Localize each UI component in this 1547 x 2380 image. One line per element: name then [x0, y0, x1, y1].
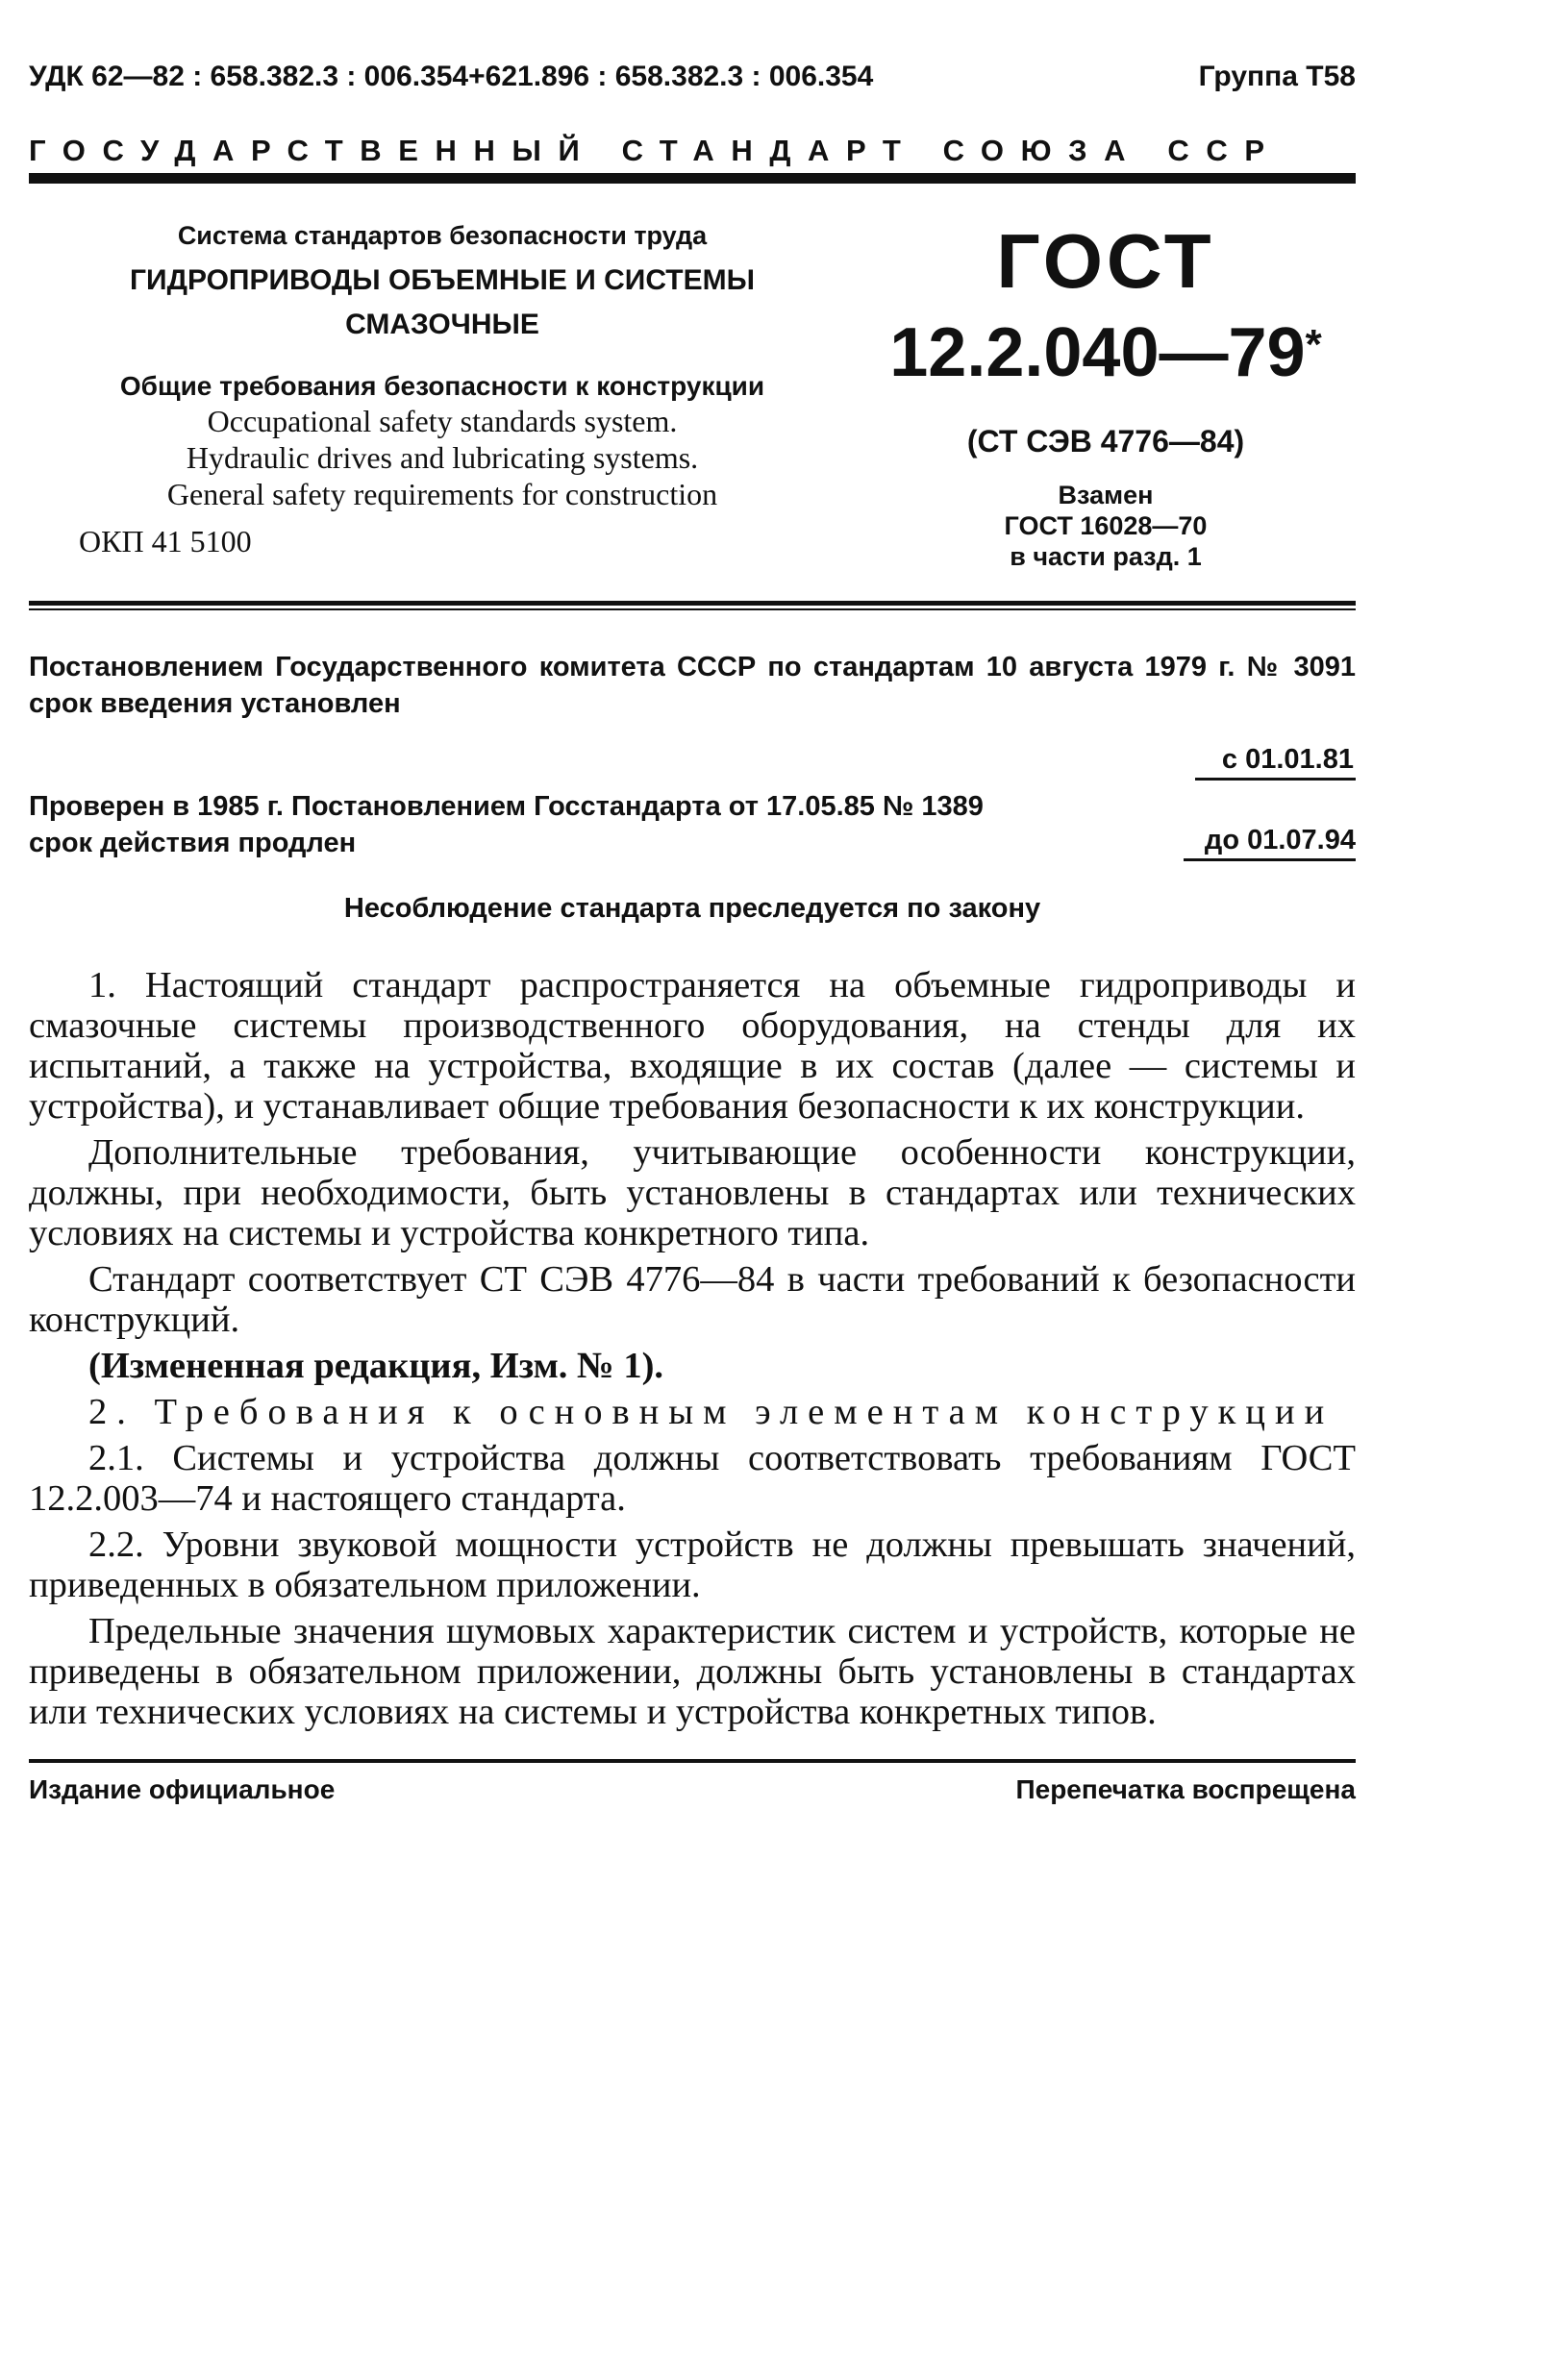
okp-code: ОКП 41 5100	[79, 524, 252, 558]
title-left-column	[29, 207, 856, 572]
subtitle: Общие требования безопасности к конструкции	[119, 371, 765, 401]
validity-date: до 01.07.94	[1184, 822, 1356, 861]
document-page	[29, 58, 1356, 1807]
checked-line-1: Проверен в 1985 г. Постановлением Госстандарта от 17.05.85 № 1389	[29, 791, 984, 822]
english-title-line-1: Occupational safety standards system.	[207, 404, 678, 438]
udc-code: УДК 62—82 : 658.382.3 : 006.354+621.896 : 658.382.3 : 006.354	[29, 61, 874, 92]
replaces-line-1: Взамен	[1058, 481, 1154, 509]
effective-date: с 01.01.81	[1195, 741, 1356, 781]
state-standard-heading: ГОСУДАРСТВЕННЫЙ СТАНДАРТ СОЮЗА ССР	[29, 134, 1282, 167]
title-block	[29, 207, 1356, 572]
title-rule	[29, 601, 1356, 610]
footer-rule	[29, 1759, 1356, 1763]
reprint-prohibited: Перепечатка воспрещена	[1015, 1774, 1356, 1804]
replaces-line-3: в части разд. 1	[1010, 542, 1202, 571]
paragraph-3: Стандарт соответствует СТ СЭВ 4776—84 в части требований к безопасности конструкций.	[29, 1259, 1356, 1340]
main-title-line-1: ГИДРОПРИВОДЫ ОБЪЕМНЫЕ И СИСТЕМЫ	[130, 264, 755, 296]
header-top-line	[29, 58, 1356, 96]
designation-column	[856, 207, 1356, 572]
penalty-notice: Несоблюдение стандарта преследуется по закону	[343, 893, 1041, 924]
official-edition: Издание официальное	[29, 1774, 336, 1804]
gost-number	[856, 305, 1356, 393]
checked-block	[29, 788, 1356, 861]
paragraph-1: 1. Настоящий стандарт распространяется на объемные гидроприводы и смазочные системы производственного оборудования, на стенды для их испытаний, а также на устройства, входящие в их состав (далее — системы и устройства), и устанавливает общие требования безопасности к их конструкции.	[29, 965, 1356, 1127]
amendment-note: (Измененная редакция, Изм. № 1).	[88, 1346, 664, 1386]
header-rule	[29, 173, 1356, 184]
checked-text	[29, 788, 984, 861]
main-title	[29, 259, 856, 347]
replaces-block	[856, 480, 1356, 572]
checked-line-2: срок действия продлен	[29, 828, 357, 858]
section-2-heading: 2. Требования к основным элементам конструкции	[88, 1392, 1335, 1432]
decree-text: Постановлением Государственного комитета СССР по стандартам 10 августа 1979 г. № 3091 срок введения установлен	[29, 652, 1356, 719]
gost-number-value: 12.2.040—79	[889, 314, 1306, 391]
paragraph-2-2: 2.2. Уровни звуковой мощности устройств не должны превышать значений, приведенных в обязательном приложении.	[29, 1525, 1356, 1605]
gost-asterisk: *	[1305, 321, 1322, 368]
replaces-line-2: ГОСТ 16028—70	[1004, 511, 1208, 540]
paragraph-2: Дополнительные требования, учитывающие особенности конструкции, должны, при необходимости, быть установлены в стандартах или технических условиях на системы и устройства конкретного типа.	[29, 1132, 1356, 1253]
paragraph-2-1: 2.1. Системы и устройства должны соответствовать требованиям ГОСТ 12.2.003—74 и настоящего стандарта.	[29, 1438, 1356, 1519]
paragraph-limits: Предельные значения шумовых характеристик систем и устройств, которые не приведены в обязательном приложении, должны быть установлены в стандартах или технических условиях на системы и устройства конкретных типов.	[29, 1611, 1356, 1732]
english-title-line-2: Hydraulic drives and lubricating systems.	[186, 440, 699, 475]
effective-date-line	[29, 741, 1356, 781]
cmea-reference: (СТ СЭВ 4776—84)	[966, 424, 1245, 459]
group-code: Группа Т58	[1198, 61, 1356, 92]
english-title	[29, 403, 856, 512]
body-text	[29, 965, 1356, 1732]
main-title-line-2: СМАЗОЧНЫЕ	[345, 309, 539, 340]
system-title: Система стандартов безопасности труда	[177, 221, 708, 250]
footer	[29, 1773, 1356, 1807]
gost-word: ГОСТ	[996, 218, 1215, 304]
english-title-line-3: General safety requirements for construction	[166, 477, 718, 511]
